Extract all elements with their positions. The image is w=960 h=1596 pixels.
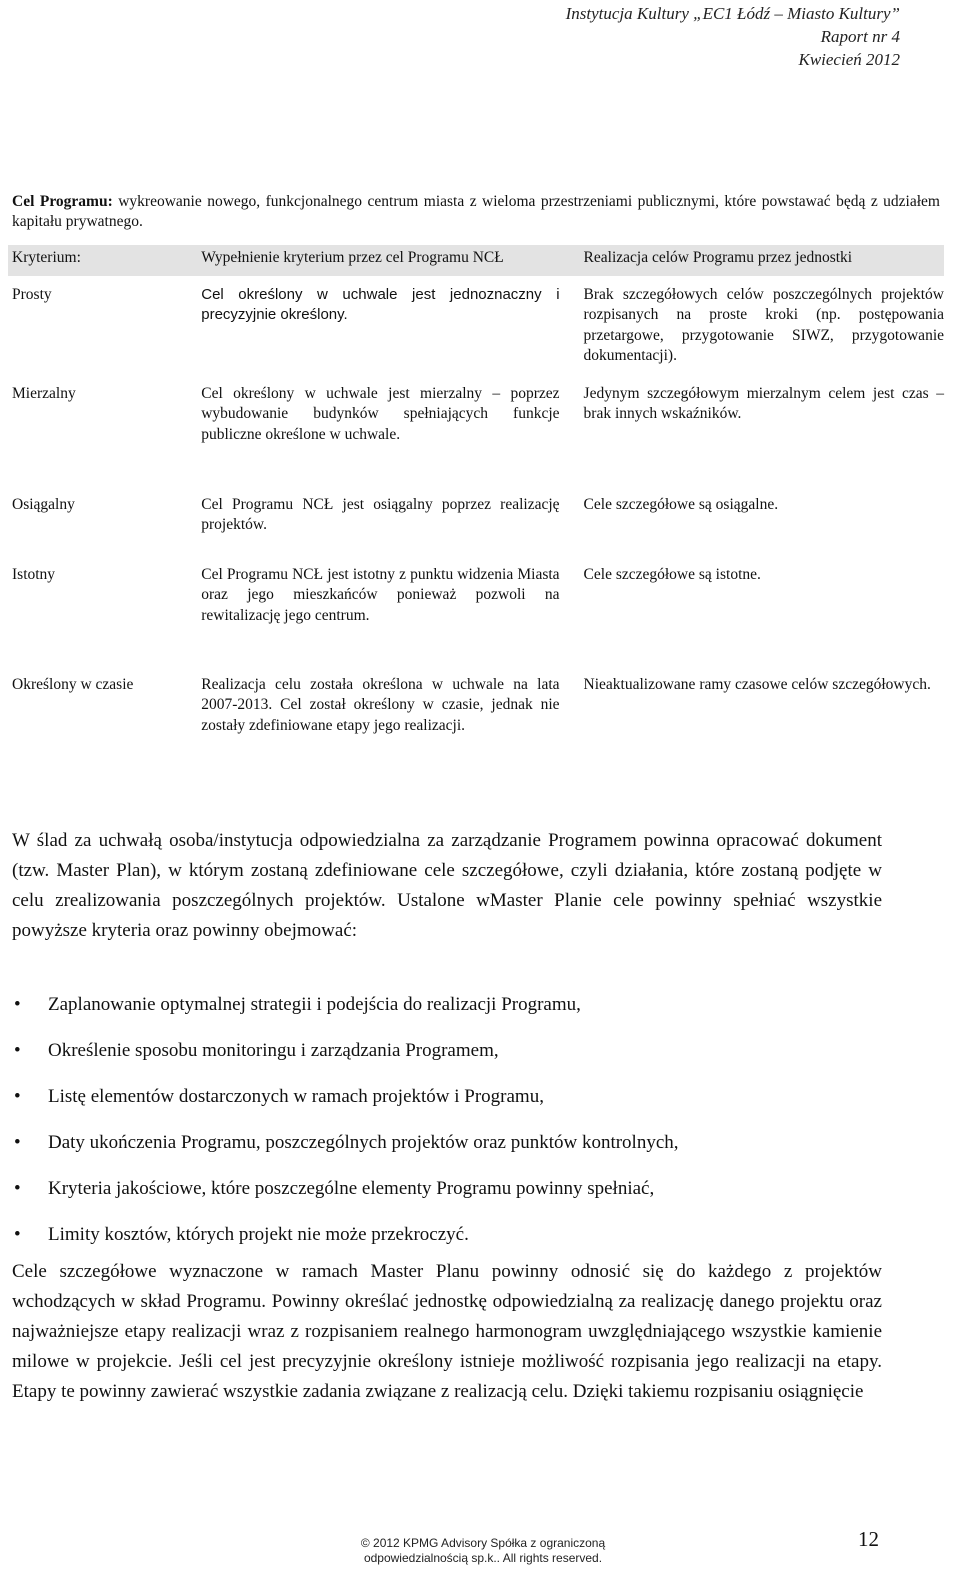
goals-paragraph: Cele szczegółowe wyznaczone w ramach Master Planu powinny odnosić się do każdego z projektów wchodzących w skład Programu. Powinny określać jednostkę odpowiedzialną za realizację danego projektu oraz najważniejsze etapy realizacji wraz z rozpisaniem realnego harmonogram uwzględniającego wszystkie kamienie milowe w projekcie. Jeśli cel jest precyzyjnie określony istnieje możliwość rozpisania jego realizacji na etapy. Etapy te powinny zawierać wszystkie zadania związane z realizacją celu. Dzięki takiemu rozpisaniu osiągnięcie [12, 1261, 882, 1402]
page-number: 12 [858, 1527, 879, 1551]
bullet-icon: • [14, 1086, 21, 1107]
list-item-text: Limity kosztów, których projekt nie może przekroczyć. [48, 1224, 469, 1245]
table-row [8, 384, 944, 495]
list-item-text: Listę elementów dostarczonych w ramach projektów i Programu, [48, 1086, 544, 1107]
footer-line-2: odpowiedzialnością sp.k.. All rights reserved. [363, 1551, 603, 1565]
bullet-icon: • [14, 1132, 21, 1153]
header-fulfillment: Wypełnienie kryterium przez cel Programu NCŁ [201, 245, 559, 276]
criterion-cell: Osiągalny [12, 495, 75, 513]
criterion-cell: Prosty [12, 285, 52, 303]
master-plan-list [12, 990, 912, 1266]
criterion-cell: Mierzalny [12, 384, 76, 402]
list-item-text: Daty ukończenia Programu, poszczególnych projektów oraz punktów kontrolnych, [48, 1132, 679, 1153]
fulfillment-cell: Realizacja celu została określona w uchwale na lata 2007-2013. Cel został określony w czasie, jednak nie zostały zdefiniowane etapy jego realizacji. [201, 675, 560, 734]
realization-cell: Jedynym szczegółowym mierzalnym celem jest czas – brak innych wskaźników. [583, 384, 944, 422]
criterion-cell: Określony w czasie [12, 675, 134, 693]
program-goal-text: wykreowanie nowego, funkcjonalnego centrum miasta z wieloma przestrzeniami publicznymi, które powstawać będą z udziałem kapitału prywatnego. [12, 193, 940, 230]
fulfillment-cell: Cel Programu NCŁ jest istotny z punktu widzenia Miasta oraz jego mieszkańców ponieważ pozwoli na rewitalizację jego centrum. [201, 565, 560, 624]
realization-cell: Cele szczegółowe są osiągalne. [583, 495, 779, 513]
criteria-table [8, 245, 944, 736]
bullet-icon: • [14, 994, 21, 1015]
list-item [12, 1036, 912, 1082]
fulfillment-cell: Cel Programu NCŁ jest osiągalny poprzez realizację projektów. [201, 495, 560, 533]
table-row [8, 276, 944, 384]
list-item [12, 990, 912, 1036]
master-plan-paragraph: W ślad za uchwałą osoba/instytucja odpowiedzialna za zarządzanie Programem powinna opracować dokument (tzw. Master Plan), w którym zostaną zdefiniowane cele szczegółowe, czyli działania, które zostaną podjęte w celu zrealizowania poszczególnych projektów. Ustalone wMaster Planie cele powinny spełniać wszystkie powyższe kryteria oraz powinny obejmować: [12, 830, 882, 941]
list-item [12, 1128, 912, 1174]
fulfillment-cell: Cel określony w uchwale jest jednoznaczny i precyzyjnie określony. [201, 285, 560, 323]
program-goal-label: Cel Programu: [12, 193, 113, 210]
bullet-icon: • [14, 1178, 21, 1199]
header-criterion: Kryterium: [8, 245, 201, 276]
list-item-text: Określenie sposobu monitoringu i zarządzania Programem, [48, 1040, 499, 1061]
fulfillment-cell: Cel określony w uchwale jest mierzalny – poprzez wybudowanie budynków spełniających funkcje publiczne określone w uchwale. [201, 384, 560, 443]
program-goal [12, 192, 940, 232]
list-item-text: Kryteria jakościowe, które poszczególne elementy Programu powinny spełniać, [48, 1178, 655, 1199]
header-date: Kwiecień 2012 [798, 50, 900, 69]
table-header-row [8, 245, 944, 276]
realization-cell: Cele szczegółowe są istotne. [583, 565, 761, 583]
header-realization: Realizacja celów Programu przez jednostki [560, 245, 944, 276]
bullet-icon: • [14, 1224, 21, 1245]
realization-cell: Nieaktualizowane ramy czasowe celów szczegółowych. [583, 675, 931, 693]
table-row [8, 565, 944, 675]
table-row [8, 675, 944, 737]
header-institution: Instytucja Kultury „EC1 Łódź – Miasto Kultury” [565, 4, 900, 23]
footer-line-1: © 2012 KPMG Advisory Spółka z ograniczoną [360, 1536, 606, 1550]
list-item-text: Zaplanowanie optymalnej strategii i podejścia do realizacji Programu, [48, 994, 581, 1015]
table-row [8, 495, 944, 565]
criterion-cell: Istotny [12, 565, 56, 583]
header-report-number: Raport nr 4 [820, 27, 900, 46]
footer-copyright [318, 1536, 648, 1566]
report-header [566, 2, 900, 71]
realization-cell: Brak szczegółowych celów poszczególnych projektów rozpisanych na proste kroki (np. postępowania przetargowe, przygotowanie SIWZ, przygotowanie dokumentacji). [583, 285, 944, 364]
list-item [12, 1082, 912, 1128]
bullet-icon: • [14, 1040, 21, 1061]
list-item [12, 1174, 912, 1220]
